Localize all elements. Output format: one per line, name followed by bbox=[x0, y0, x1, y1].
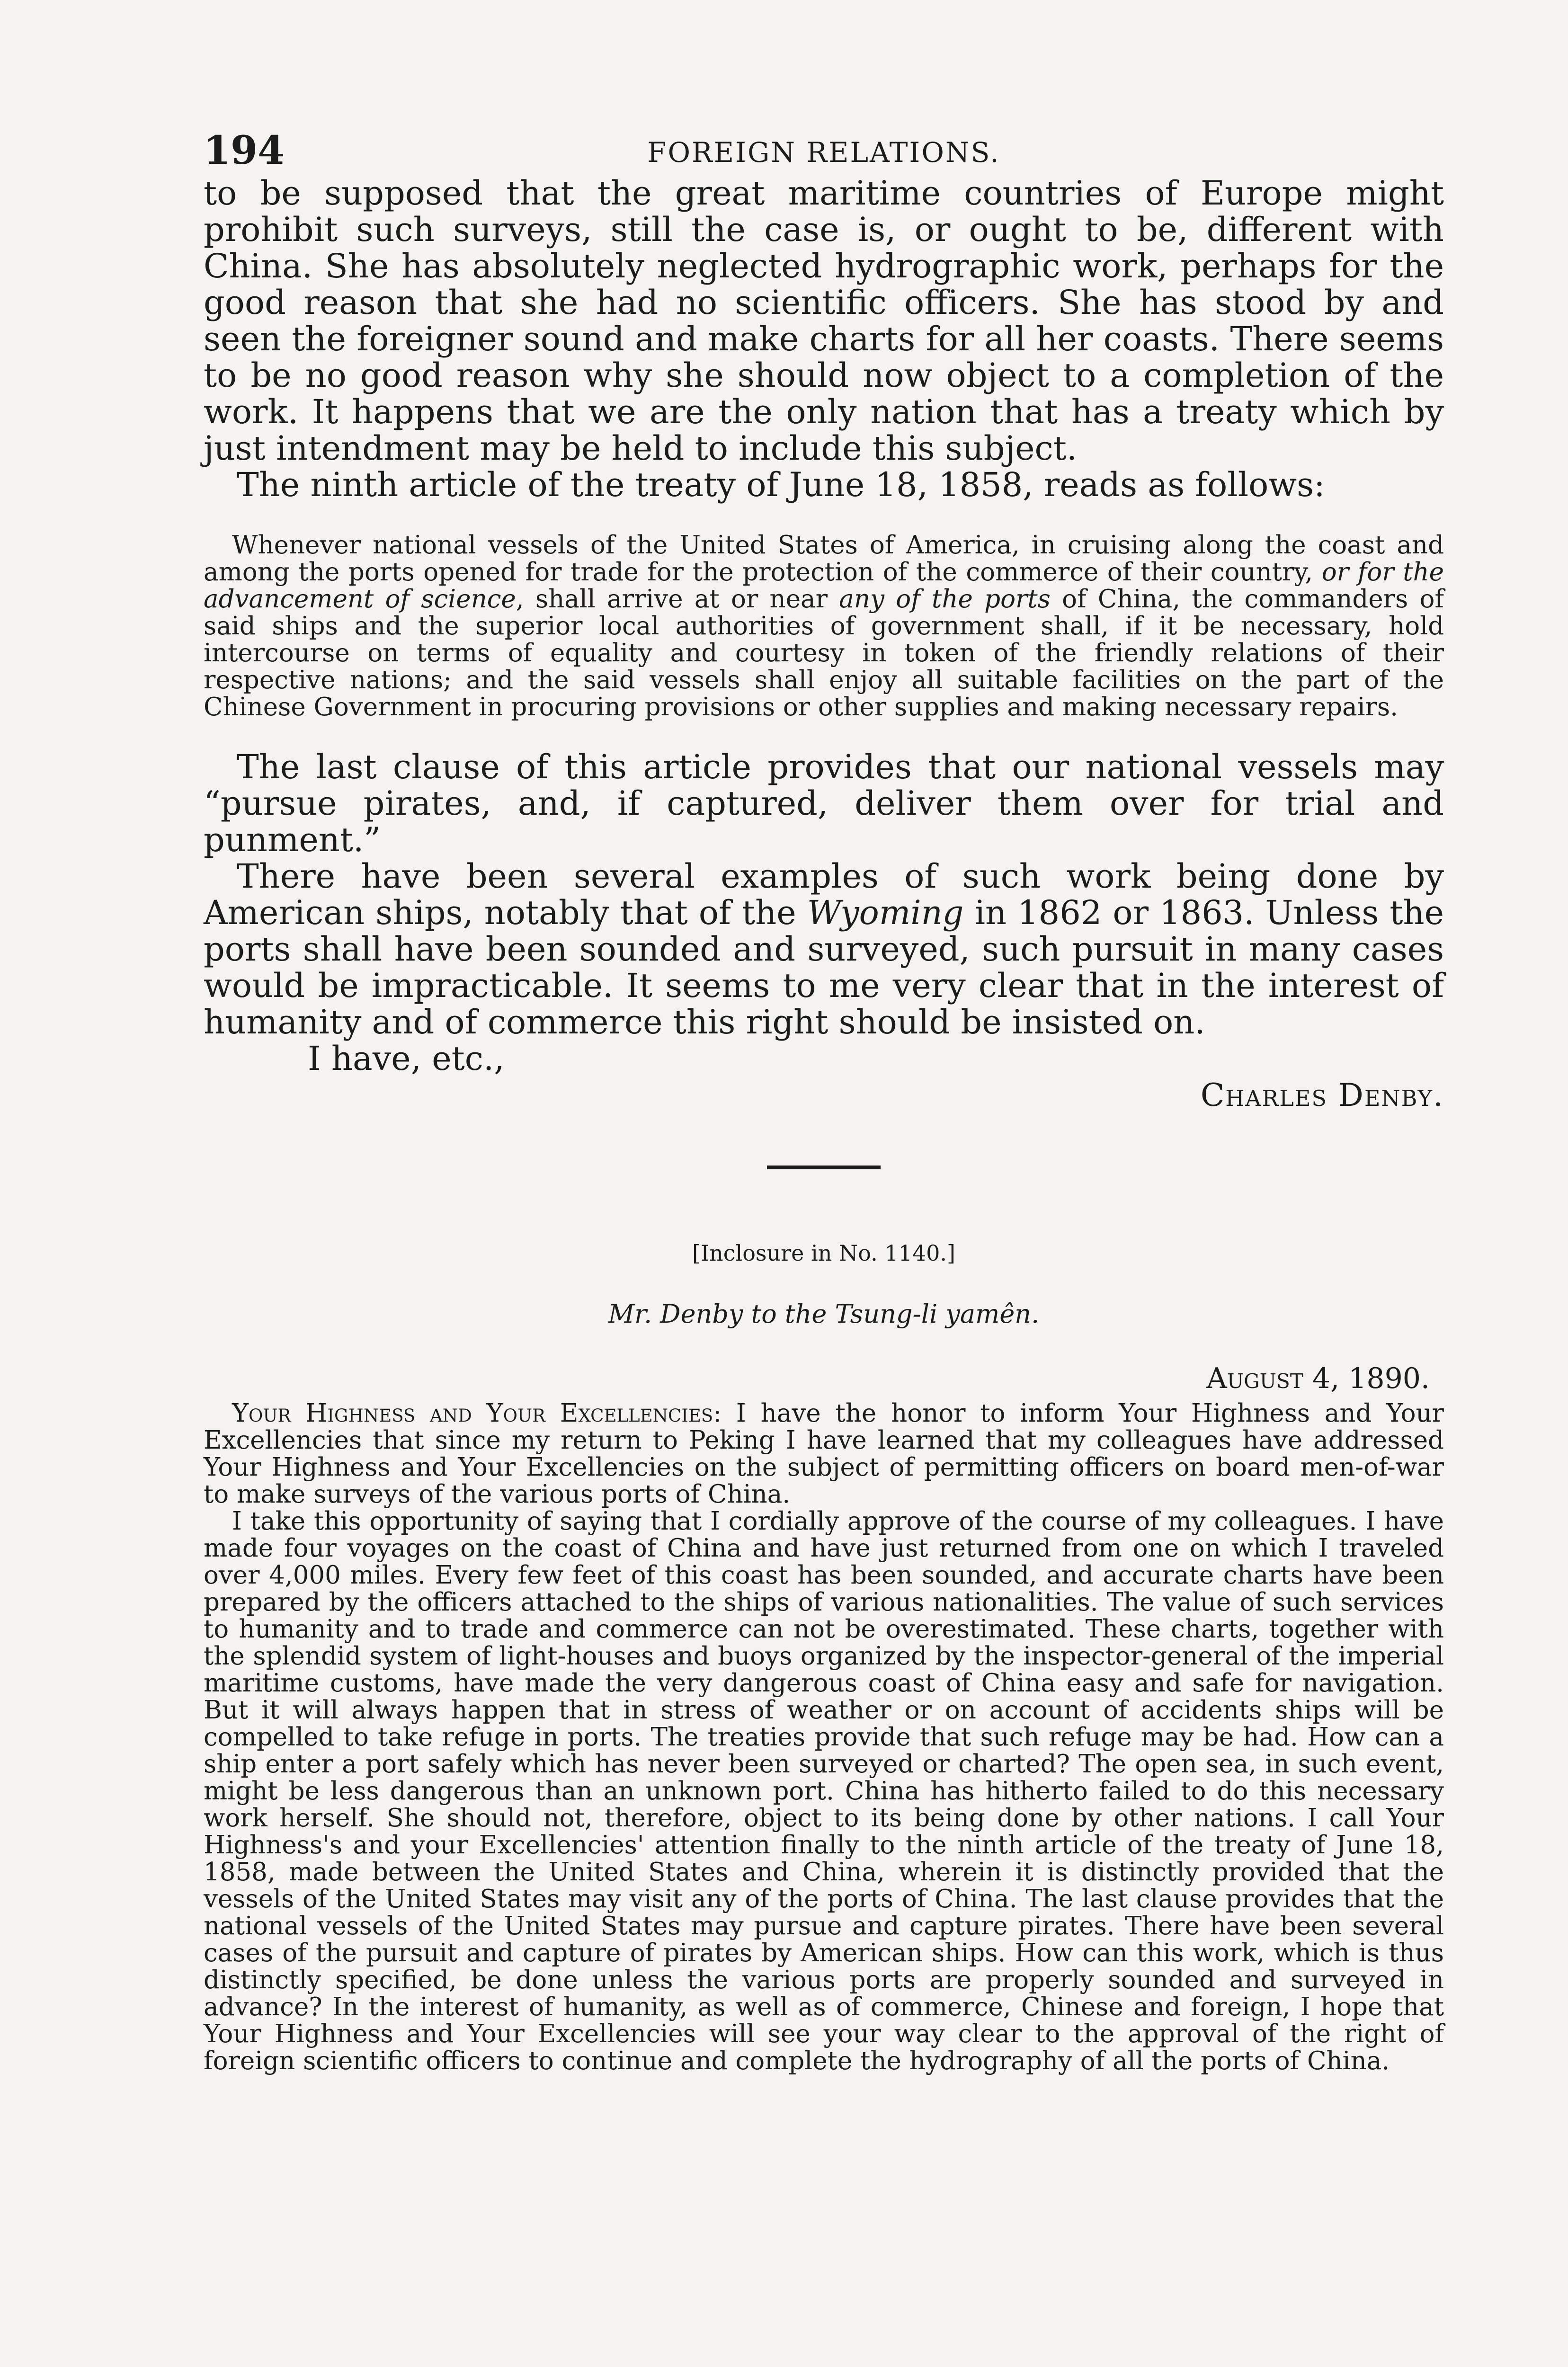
quote-italic-1: or for the advancement of science bbox=[204, 558, 1444, 614]
letter-salutation: Your Highness and Your Excellencies: bbox=[232, 1399, 722, 1428]
quote-text-1: Whenever national vessels of the United States of America, in cruising along the coast and among the ports opened for trade for the protection of the commerce of their country, bbox=[204, 531, 1444, 587]
quote-text-3: of China, the commanders of said ships and the superior local authorities of government shall, if it be necessary, hold intercourse on terms of equality and courtesy in token of the friendly relations of their respective nations; and the said vessels shall enjoy all suitable facilities on the part of the Chinese Government in procuring provisions or other supplies and making necessary repairs. bbox=[204, 585, 1444, 721]
examples-text-1: There have been several examples of such work being done by American ships, notably that of the bbox=[204, 857, 1444, 932]
document-page bbox=[204, 118, 1444, 2074]
letter-paragraph-2: I take this opportunity of saying that I cordially approve of the course of my colleagues. I have made four voyages on the coast of China and have just returned from one on which I traveled over 4,000 miles. Every few feet of this coast has been sounded, and accurate charts have been prepared by the officers attached to the ships of various nationalities. The value of such services to humanity and to trade and commerce can not be overestimated. These charts, together with the splendid system of light-houses and buoys organized by the inspector-general of the imperial maritime customs, have made the very dangerous coast of China easy and safe for navigation. But it will always happen that in stress of weather or on account of accidents ships will be compelled to take refuge in ports. The treaties provide that such refuge may be had. How can a ship enter a port safely which has never been surveyed or charted? The open sea, in such event, might be less dangerous than an unknown port. China has hitherto failed to do this necessary work herself. She should not, therefore, object to its being done by other nations. I call Your Highness's and your Excellencies' attention finally to the ninth article of the treaty of June 18, 1858, made between the United States and China, wherein it is distinctly provided that the vessels of the United States may visit any of the ports of China. The last clause provides that the national vessels of the United States may pursue and capture pirates. There have been several cases of the pursuit and capture of pirates by American ships. How can this work, which is thus distinctly specified, be done unless the various ports are properly sounded and surveyed in advance? In the interest of humanity, as well as of commerce, Chinese and foreign, I hope that Your Highness and Your Excellencies will see your way clear to the approval of the right of foreign scientific officers to continue and complete the hydrography of all the ports of China. bbox=[204, 1507, 1444, 2075]
page-header bbox=[204, 118, 1444, 175]
inclosure-heading: Mr. Denby to the Tsung-li yamên. bbox=[608, 1299, 1040, 1329]
closing-phrase: I have, etc., bbox=[308, 1039, 505, 1078]
examples-text-2: in 1862 or 1863. Unless the ports shall have been sounded and surveyed, such pursuit in many cases would be impracticable. It seems to me very clear that in the interest of humanity and of commerce this right should be insisted on. bbox=[204, 893, 1444, 1041]
quote-italic-2: any of the ports bbox=[839, 585, 1051, 614]
page-number: 194 bbox=[204, 128, 285, 173]
quote-text-2: , shall arrive at or near bbox=[516, 585, 839, 614]
running-title: FOREIGN RELATIONS. bbox=[647, 136, 1000, 169]
inclosure-label: [Inclosure in No. 1140.] bbox=[692, 1240, 955, 1266]
letter-date: August 4, 1890. bbox=[1206, 1362, 1430, 1395]
paragraph-examples bbox=[204, 858, 1444, 1041]
paragraph-continuation: to be supposed that the great maritime countries of Europe might prohibit such surveys, still the case is, or ought to be, different with China. She has absolutely neglected hydrographic work, perhaps for the good reason that she had no scientific officers. She has stood by and seen the foreigner sound and make charts for all her coasts. There seems to be no good reason why she should now object to a completion of the work. It happens that we are the only nation that has a treaty which by just intendment may be held to include this subject. bbox=[204, 174, 1444, 468]
paragraph-ninth-article-intro: The ninth article of the treaty of June 18, 1858, reads as follows: bbox=[237, 465, 1325, 504]
treaty-quote bbox=[204, 532, 1444, 721]
paragraph-last-clause: The last clause of this article provides that our national vessels may “pursue pirates, and, if captured, deliver them over for trial and punment.” bbox=[204, 747, 1444, 859]
letter-paragraph-1-text: I have the honor to inform Your Highness and Your Excellencies that since my return to Peking I have learned that my colleagues have addressed Your Highness and Your Excellencies on the subject of permitting officers on board men-of-war to make surveys of the various ports of China. bbox=[204, 1399, 1444, 1509]
section-divider bbox=[767, 1166, 881, 1169]
letter-paragraph-1 bbox=[204, 1400, 1444, 1508]
signature: Charles Denby. bbox=[1200, 1077, 1444, 1113]
treaty-quote-text bbox=[204, 532, 1444, 721]
ship-name: Wyoming bbox=[807, 893, 964, 932]
